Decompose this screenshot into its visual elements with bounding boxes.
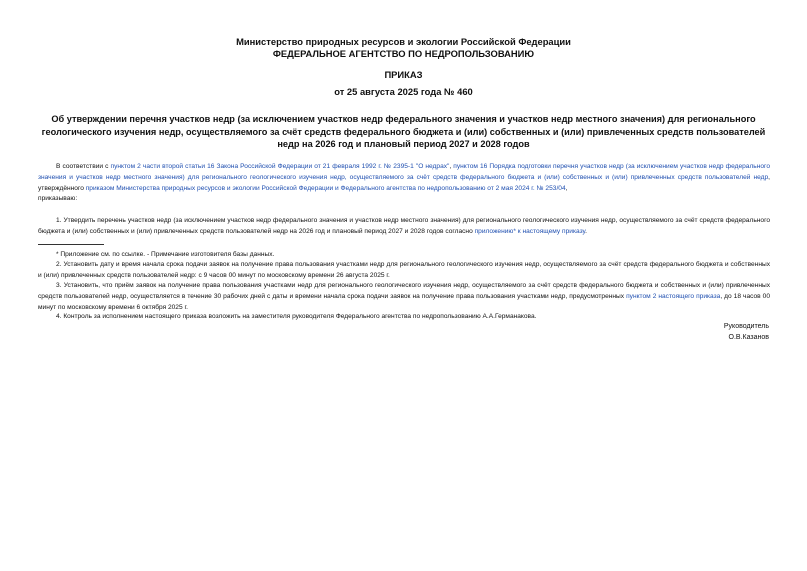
signatory-position: Руководитель — [723, 323, 769, 330]
preamble-text: , утверждённого — [38, 173, 770, 192]
item-1-paragraph — [38, 216, 770, 238]
procedure-link[interactable]: пунктом 16 Порядка подготовки перечня участков недр (за исключением участков недр федерального значения и участков недр местного значения) для регионального геологического изучения недр, осуществляемого за счёт средств федерального бюджета и (или) собственных и (или) привлеченных средств пользователей недр — [38, 163, 770, 181]
order-link[interactable]: приказом Министерства природных ресурсов и экологии Российской Федерации и Федерального агентства по недропользованию от 2 мая 2024 г. № 253/04 — [85, 184, 566, 192]
law-link[interactable]: пунктом 2 части второй статьи 16 Закона Российской Федерации от 21 февраля 1992 г. № 2395-1 "О недрах" — [110, 163, 450, 170]
preamble-text: , — [449, 163, 454, 170]
footnote-divider — [38, 244, 104, 245]
item-1-text: 1. Утвердить перечень участков недр (за исключением участков недр федерального значения и участков недр местного значения) для регионального геологического изучения недр, осуществляемого за счёт средств федерального бюджета и (или) собственных и (или) привлеченных средств пользователей недр на 2026 год и плановый период 2027 и 2028 годов согласно — [38, 217, 770, 235]
item-2-reference-link[interactable]: пунктом 2 настоящего приказа — [626, 292, 721, 300]
item-2-paragraph: 2. Установить дату и время начала срока подачи заявок на получение права пользования участками недр для регионального геологического изучения недр, осуществляемого за счёт средств федерального бюджета и собственных и (или) привлеченных средств пользователей недр: с 9 часов 00 минут по московскому времени 26 августа 2025 г. — [38, 261, 770, 279]
preamble-paragraph — [38, 162, 770, 205]
order-keyword: приказываю: — [38, 195, 78, 203]
document-title: Об утверждении перечня участков недр (за исключением участков недр федерального значения и участков недр местного значения) для регионального геологического изучения недр, осуществляемого за счёт средств федерального бюджета и (или) собственных и (или) привлеченных средств пользователей недр на 2026 год и плановый период 2027 и 2028 годов — [41, 114, 766, 150]
ministry-name: Министерство природных ресурсов и экологии Российской Федерации — [236, 36, 571, 47]
appendix-link[interactable]: приложению* к настоящему приказу — [474, 227, 586, 235]
item-3-text: 3. Установить, что приём заявок на получение права пользования участками недр для регионального геологического изучения недр, осуществляемого за счёт средств федерального бюджета и собственных и (или) привлеченных средств пользователей недр, осуществляется в течение 30 рабочих дней с даты и времени начала срока подачи заявок на получение права пользования участками недр, предусмотренных — [38, 282, 770, 300]
agency-name: ФЕДЕРАЛЬНОЕ АГЕНТСТВО ПО НЕДРОПОЛЬЗОВАНИЮ — [272, 48, 535, 59]
document-date: от 25 августа 2025 года № 460 — [334, 86, 473, 97]
item-3-paragraph — [38, 281, 770, 313]
document-type: ПРИКАЗ — [384, 69, 423, 80]
preamble-text: В соответствии с — [56, 163, 111, 170]
signatory-name: О.В.Казанов — [728, 334, 769, 341]
preamble-text: , — [565, 184, 568, 192]
footnote: * Приложение см. по ссылке. - Примечание изготовителя базы данных. — [56, 251, 275, 258]
item-4-paragraph: 4. Контроль за исполнением настоящего приказа возложить на заместителя руководителя Федерального агентства по недропользованию А.А.Германакова. — [56, 313, 537, 320]
item-3-text-end: , до 18 часов 00 минут по московскому времени 6 октября 2025 г. — [38, 292, 770, 311]
item-1-text-end: . — [585, 227, 587, 235]
